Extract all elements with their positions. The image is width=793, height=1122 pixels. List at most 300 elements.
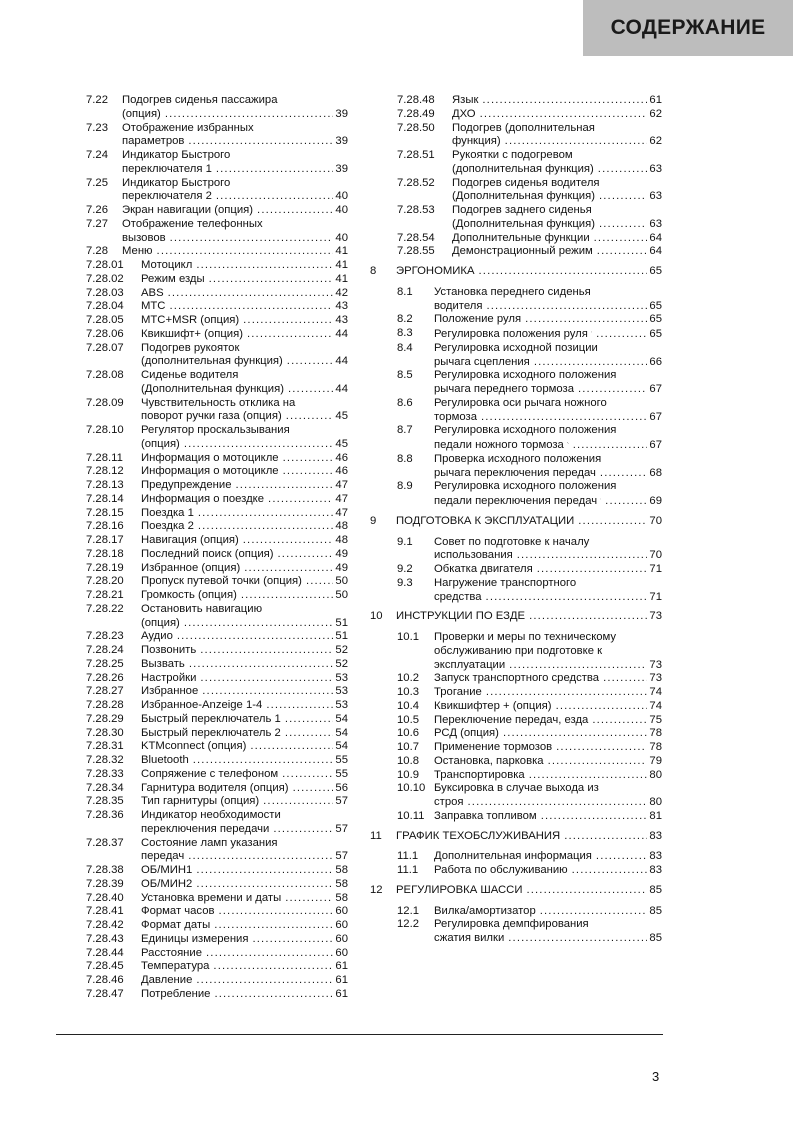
toc-entry-page: 71 xyxy=(649,563,662,575)
toc-entry-number: 7.28.51 xyxy=(397,149,435,161)
toc-entry-page: 45 xyxy=(335,437,348,450)
toc-entry[interactable] xyxy=(370,864,662,878)
toc-entry-title-line: Подогрев заднего сиденья xyxy=(452,204,592,216)
toc-entry[interactable] xyxy=(86,94,348,122)
toc-entry[interactable] xyxy=(86,878,348,892)
toc-entry[interactable] xyxy=(370,810,662,824)
toc-entry-title-line: рычага переднего тормоза xyxy=(434,383,574,395)
toc-entry[interactable] xyxy=(370,424,662,453)
toc-entry[interactable] xyxy=(86,782,348,796)
dot-leader xyxy=(283,452,334,466)
toc-entry-title-line: тормоза xyxy=(434,410,477,423)
toc-entry-title-line: Вызвать xyxy=(141,657,185,670)
toc-entry-title-line: Транспортировка xyxy=(434,768,525,781)
toc-entry-page: 45 xyxy=(335,410,348,423)
toc-chapter-entry[interactable] xyxy=(370,830,662,844)
toc-entry[interactable] xyxy=(370,108,662,122)
toc-entry[interactable] xyxy=(86,727,348,741)
toc-entry-title-line: Единицы измерения xyxy=(141,932,249,945)
toc-entry-page: 78 xyxy=(649,727,662,740)
toc-entry-title-line: строя xyxy=(434,796,464,808)
toc-entry[interactable] xyxy=(370,577,662,605)
toc-entry-page: 57 xyxy=(335,795,348,808)
dot-leader xyxy=(598,163,648,177)
toc-entry-title-line: Чувствительность отклика на xyxy=(141,396,296,409)
toc-entry-number: 7.28.26 xyxy=(86,671,124,684)
toc-entry[interactable] xyxy=(370,313,662,327)
dot-leader xyxy=(596,850,648,864)
toc-entry-title-line: MTC xyxy=(141,300,166,313)
dot-leader xyxy=(214,988,333,1002)
toc-entry-number: 7.28.21 xyxy=(86,589,124,601)
toc-entry[interactable] xyxy=(370,453,662,481)
toc-entry-title-line: Потребление xyxy=(141,987,211,1000)
toc-entry-title-line: Формат часов xyxy=(141,905,215,918)
toc-entry-number: 7.28.53 xyxy=(397,204,435,216)
toc-entry-title-line: эксплуатации xyxy=(434,658,506,671)
toc-entry-title-line: Дополнительная информация xyxy=(434,850,592,863)
toc-entry-title-line: Подогрев сиденья водителя xyxy=(452,176,600,189)
toc-entry-page: 81 xyxy=(649,809,662,822)
dot-leader xyxy=(216,190,334,204)
toc-entry-page: 74 xyxy=(649,699,662,712)
toc-entry-title-line: Переключение передач, езда xyxy=(434,713,589,726)
toc-entry-title-line: педали переключения передач xyxy=(434,495,598,507)
toc-entry-title-line: (дополнительная функция) xyxy=(141,355,283,368)
toc-entry-number: 12.1 xyxy=(397,904,419,917)
toc-entry[interactable] xyxy=(86,452,348,466)
toc-entry[interactable] xyxy=(370,245,662,259)
toc-entry[interactable] xyxy=(370,286,662,314)
toc-entry[interactable] xyxy=(86,974,348,988)
toc-entry-page: 40 xyxy=(335,190,348,203)
dot-leader xyxy=(247,328,333,342)
toc-entry-title-line: обслуживанию при подготовке к xyxy=(434,644,603,657)
toc-entry-page: 85 xyxy=(649,883,662,896)
dot-leader xyxy=(250,740,333,754)
toc-entry-number: 7.28.29 xyxy=(86,712,124,725)
toc-entry-title-line: Формат даты xyxy=(141,919,211,931)
toc-entry-number: 8.3 xyxy=(397,327,413,339)
dot-leader xyxy=(573,439,648,453)
toc-entry[interactable] xyxy=(86,589,348,603)
toc-entry-title-line: Сиденье водителя xyxy=(141,369,239,381)
toc-entry[interactable] xyxy=(86,259,348,273)
toc-entry[interactable] xyxy=(370,563,662,577)
toc-entry[interactable] xyxy=(370,480,662,509)
toc-entry-number: 10.10 xyxy=(397,782,426,795)
toc-entry-number: 7.28.07 xyxy=(86,341,124,354)
toc-entry-title-line: Применение тормозов xyxy=(434,741,553,753)
toc-entry-number: 10.2 xyxy=(397,672,419,685)
toc-entry-page: 67 xyxy=(649,383,662,395)
toc-entry[interactable] xyxy=(86,795,348,809)
toc-entry[interactable] xyxy=(86,328,348,342)
toc-entry[interactable] xyxy=(86,397,348,425)
toc-entry[interactable] xyxy=(370,631,662,672)
toc-entry[interactable] xyxy=(86,149,348,177)
toc-entry-page: 46 xyxy=(335,465,348,478)
toc-entry-page: 49 xyxy=(335,561,348,574)
toc-entry-page: 65 xyxy=(649,265,662,277)
toc-entry[interactable] xyxy=(86,919,348,933)
dot-leader xyxy=(285,892,333,906)
toc-entry[interactable] xyxy=(86,562,348,576)
toc-entry[interactable] xyxy=(86,892,348,906)
toc-entry[interactable] xyxy=(86,273,348,287)
toc-entry-number: 7.28.52 xyxy=(397,176,435,189)
toc-entry[interactable] xyxy=(86,465,348,479)
toc-entry-title-line: Регулировка исходного положения xyxy=(434,480,617,493)
toc-entry-page: 70 xyxy=(649,549,662,562)
toc-entry-number: 7.28.38 xyxy=(86,864,124,876)
toc-entry-page: 52 xyxy=(335,657,348,670)
toc-entry[interactable] xyxy=(86,658,348,672)
toc-entry[interactable] xyxy=(86,630,348,644)
toc-entry-title-line: Квикшифтер + (опция) xyxy=(434,699,552,712)
toc-entry[interactable] xyxy=(86,947,348,961)
dot-leader xyxy=(196,864,333,878)
toc-entry[interactable] xyxy=(86,740,348,754)
dot-leader xyxy=(525,313,647,327)
dot-leader xyxy=(529,610,647,624)
toc-entry-title-line: педали ножного тормоза xyxy=(434,439,564,451)
toc-entry[interactable] xyxy=(370,369,662,397)
toc-entry-number: 7.22 xyxy=(86,94,108,106)
toc-entry-title-line: Подогрев (дополнительная xyxy=(452,121,595,134)
toc-entry-number: 7.28.14 xyxy=(86,492,124,505)
dot-leader xyxy=(213,960,333,974)
toc-entry-title-line: Последний поиск (опция) xyxy=(141,547,274,560)
toc-entry[interactable] xyxy=(86,287,348,301)
toc-entry-page: 64 xyxy=(649,245,662,258)
dot-leader xyxy=(188,850,333,864)
toc-entry-title-line: Установка времени и даты xyxy=(141,891,282,904)
toc-entry-title-line: переключателя 2 xyxy=(122,190,212,203)
footer-divider xyxy=(56,1034,663,1035)
toc-entry[interactable] xyxy=(86,177,348,205)
toc-entry[interactable] xyxy=(370,727,662,741)
toc-entry-title-line: Пропуск путевой точки (опция) xyxy=(141,575,302,588)
toc-entry-title-line: MTC+MSR (опция) xyxy=(141,314,240,326)
toc-entry-title-line: (опция) xyxy=(141,437,180,450)
toc-entry-title-line: рычага переключения передач xyxy=(434,466,596,479)
dot-leader xyxy=(169,300,333,314)
toc-entry-number: 12.2 xyxy=(397,918,419,931)
dot-leader xyxy=(482,94,647,108)
toc-entry-number: 7.28.16 xyxy=(86,520,124,533)
toc-entry-title-line: KTMconnect (опция) xyxy=(141,740,247,753)
toc-chapter-entry[interactable] xyxy=(370,515,662,529)
toc-chapter-entry[interactable] xyxy=(370,265,662,279)
toc-entry[interactable] xyxy=(370,232,662,246)
toc-entry-title-line: Проверки и меры по техническому xyxy=(434,631,617,643)
toc-entry-number: 7.28.40 xyxy=(86,891,124,904)
toc-entry-title-line: Bluetooth xyxy=(141,754,189,766)
toc-entry-number: 7.28.22 xyxy=(86,602,124,615)
toc-entry-page: 40 xyxy=(335,204,348,216)
toc-entry-title-line: Режим езды xyxy=(141,272,205,285)
dot-leader xyxy=(189,658,334,672)
toc-entry-page: 57 xyxy=(335,822,348,835)
toc-entry-title-line: (опция) xyxy=(141,616,180,629)
toc-entry-title-line: (Дополнительная функция) xyxy=(452,190,595,203)
toc-entry[interactable] xyxy=(370,714,662,728)
toc-entry-page: 40 xyxy=(335,231,348,244)
dot-leader xyxy=(529,769,648,783)
section-header xyxy=(583,0,793,56)
toc-entry-title-line: Регулятор проскальзывания xyxy=(141,424,290,436)
toc-entry[interactable] xyxy=(86,685,348,699)
toc-entry-number: 7.28.46 xyxy=(86,974,124,986)
toc-entry[interactable] xyxy=(86,768,348,782)
toc-entry-page: 48 xyxy=(335,520,348,533)
dot-leader xyxy=(193,754,334,768)
toc-entry-title-line: Буксировка в случае выхода из xyxy=(434,782,599,795)
toc-entry[interactable] xyxy=(370,700,662,714)
toc-entry[interactable] xyxy=(86,548,348,562)
toc-entry-title-line: ПОДГОТОВКА К ЭКСПЛУАТАЦИИ xyxy=(396,514,575,527)
toc-entry-number: 10.7 xyxy=(397,741,419,753)
toc-entry[interactable] xyxy=(86,864,348,878)
dot-leader xyxy=(268,493,333,507)
toc-entry-number: 7.28.19 xyxy=(86,561,124,574)
toc-entry-title-line: Тип гарнитуры (опция) xyxy=(141,795,260,808)
toc-entry[interactable] xyxy=(370,342,662,370)
toc-entry-page: 67 xyxy=(649,439,662,451)
toc-entry[interactable] xyxy=(86,520,348,534)
toc-entry-number: 7.28.54 xyxy=(397,231,435,244)
toc-entry[interactable] xyxy=(370,94,662,108)
toc-entry[interactable] xyxy=(86,424,348,452)
toc-entry-number: 7.28.34 xyxy=(86,781,124,794)
toc-entry-number: 8.9 xyxy=(397,480,413,493)
toc-entry[interactable] xyxy=(86,699,348,713)
toc-entry-page: 85 xyxy=(649,932,662,944)
toc-entry-title-line: РСД (опция) xyxy=(434,727,499,740)
toc-entry-title-line: вызовов xyxy=(122,231,166,244)
toc-entry[interactable] xyxy=(370,905,662,919)
page-number: 3 xyxy=(652,1069,660,1084)
toc-entry[interactable] xyxy=(86,575,348,589)
toc-entry-title-line: Подогрев рукояток xyxy=(141,341,240,354)
toc-entry[interactable] xyxy=(370,918,662,946)
dot-leader xyxy=(273,823,333,837)
toc-entry-title-line: РЕГУЛИРОВКА ШАССИ xyxy=(396,883,523,896)
dot-leader xyxy=(599,190,647,204)
dot-leader xyxy=(503,727,647,741)
toc-chapter-entry[interactable] xyxy=(370,884,662,898)
toc-entry[interactable] xyxy=(370,536,662,564)
toc-entry-title-line: Индикатор необходимости xyxy=(141,809,281,821)
toc-entry-page: 55 xyxy=(335,767,348,780)
toc-entry-title-line: ОБ/МИН2 xyxy=(141,877,193,890)
toc-entry[interactable] xyxy=(86,342,348,370)
toc-entry-page: 63 xyxy=(649,217,662,230)
toc-entry-title-line: (опция) xyxy=(122,107,161,120)
toc-entry-number: 7.28.41 xyxy=(86,905,124,918)
toc-entry-title-line: ИНСТРУКЦИИ ПО ЕЗДЕ xyxy=(396,610,526,623)
toc-entry-number: 8.8 xyxy=(397,452,413,465)
toc-entry-number: 7.26 xyxy=(86,204,108,216)
toc-entry[interactable] xyxy=(86,218,348,246)
toc-entry-page: 46 xyxy=(335,451,348,464)
toc-entry-number: 8 xyxy=(370,265,377,277)
toc-entry-title-line: Индикатор Быстрого xyxy=(122,176,231,189)
dot-leader xyxy=(578,383,647,397)
toc-entry-title-line: ДХО xyxy=(452,107,476,120)
toc-entry-title-line: Расстояние xyxy=(141,946,203,959)
toc-entry-number: 7.28.01 xyxy=(86,259,124,271)
toc-entry-page: 65 xyxy=(649,328,662,340)
section-header-title: СОДЕРЖАНИЕ xyxy=(610,16,766,39)
toc-entry[interactable] xyxy=(86,672,348,686)
dot-leader xyxy=(184,617,334,631)
toc-entry[interactable] xyxy=(86,905,348,919)
toc-entry-title-line: Индикатор Быстрого xyxy=(122,149,231,161)
toc-entry-title-line: переключения передачи xyxy=(141,822,270,835)
toc-entry[interactable] xyxy=(86,314,348,328)
toc-entry-page: 53 xyxy=(335,699,348,711)
toc-entry-page: 44 xyxy=(335,327,348,340)
toc-entry-page: 62 xyxy=(649,135,662,148)
dot-leader xyxy=(578,515,647,529)
toc-entry-title-line: Рукоятки с подогревом xyxy=(452,149,573,161)
toc-entry-number: 7.28.37 xyxy=(86,836,124,849)
toc-entry-page: 74 xyxy=(649,686,662,698)
toc-entry-number: 7.28.55 xyxy=(397,245,435,258)
dot-leader xyxy=(509,659,647,673)
toc-entry-page: 68 xyxy=(649,466,662,479)
toc-entry[interactable] xyxy=(370,204,662,232)
dot-leader xyxy=(188,135,333,149)
toc-entry[interactable] xyxy=(86,603,348,631)
toc-entry-number: 7.28.47 xyxy=(86,987,124,1000)
toc-entry[interactable] xyxy=(370,327,662,342)
toc-entry[interactable] xyxy=(86,933,348,947)
toc-entry-title-line: Работа по обслуживанию xyxy=(434,864,568,876)
dot-leader xyxy=(184,438,334,452)
toc-entry-page: 64 xyxy=(649,231,662,244)
toc-entry-title-line: Регулировка исходного положения xyxy=(434,424,617,437)
toc-entry-page: 41 xyxy=(335,259,348,271)
toc-entry[interactable] xyxy=(370,686,662,700)
toc-entry-title-line: Меню xyxy=(122,245,153,258)
toc-entry-page: 58 xyxy=(335,877,348,890)
toc-entry-page: 67 xyxy=(649,410,662,423)
dot-leader xyxy=(517,549,648,563)
toc-entry-page: 39 xyxy=(335,162,348,175)
toc-entry[interactable] xyxy=(86,507,348,521)
toc-entry[interactable] xyxy=(86,493,348,507)
toc-entry-title-line: Демонстрационный режим xyxy=(452,245,593,258)
toc-entry-page: 62 xyxy=(649,107,662,120)
toc-entry-title-line: функция) xyxy=(452,135,501,148)
toc-entry[interactable] xyxy=(370,769,662,783)
toc-entry-title-line: Состояние ламп указания xyxy=(141,836,278,849)
toc-entry-title-line: Регулировка исходной позиции xyxy=(434,341,598,354)
toc-entry[interactable] xyxy=(86,809,348,837)
toc-left-column xyxy=(86,94,348,1002)
dot-leader xyxy=(278,548,334,562)
toc-entry-title-line: Позвонить xyxy=(141,644,197,656)
toc-entry-page: 70 xyxy=(649,514,662,527)
toc-entry[interactable] xyxy=(370,149,662,177)
dot-leader xyxy=(196,974,333,988)
toc-entry[interactable] xyxy=(86,754,348,768)
toc-entry-number: 9.1 xyxy=(397,535,413,548)
toc-entry-number: 7.28.08 xyxy=(86,369,124,381)
toc-entry[interactable] xyxy=(370,122,662,150)
toc-entry[interactable] xyxy=(370,177,662,205)
toc-entry-number: 7.28.11 xyxy=(86,451,123,464)
toc-entry-page: 47 xyxy=(335,492,348,505)
toc-entry[interactable] xyxy=(370,397,662,425)
toc-entry[interactable] xyxy=(370,672,662,686)
toc-entry[interactable] xyxy=(86,713,348,727)
toc-entry-page: 63 xyxy=(649,190,662,203)
toc-entry[interactable] xyxy=(86,245,348,259)
toc-entry-page: 58 xyxy=(335,891,348,904)
toc-entry-number: 8.6 xyxy=(397,396,413,409)
toc-entry-page: 61 xyxy=(649,94,662,106)
toc-entry-number: 8.4 xyxy=(397,341,413,354)
toc-entry-page: 53 xyxy=(335,685,348,698)
toc-entry[interactable] xyxy=(86,644,348,658)
toc-entry-number: 7.28.31 xyxy=(86,740,124,753)
dot-leader xyxy=(214,919,333,933)
toc-chapter-entry[interactable] xyxy=(370,610,662,624)
toc-entry[interactable] xyxy=(86,300,348,314)
toc-entry-number: 11.1 xyxy=(397,864,419,876)
toc-entry-page: 47 xyxy=(335,479,348,491)
toc-entry-page: 47 xyxy=(335,506,348,519)
toc-entry[interactable] xyxy=(370,850,662,864)
toc-entry-page: 39 xyxy=(335,107,348,120)
toc-entry-title-line: Информация о поездке xyxy=(141,492,265,505)
dot-leader xyxy=(564,830,647,844)
toc-entry[interactable] xyxy=(86,837,348,865)
dot-leader xyxy=(177,630,334,644)
toc-entry-number: 8.1 xyxy=(397,285,413,298)
toc-entry[interactable] xyxy=(86,960,348,974)
dot-leader xyxy=(537,563,648,577)
toc-entry-page: 60 xyxy=(335,905,348,918)
toc-entry-page: 80 xyxy=(649,796,662,808)
toc-entry-number: 9.2 xyxy=(397,563,413,575)
toc-entry[interactable] xyxy=(370,741,662,755)
toc-entry[interactable] xyxy=(370,755,662,769)
toc-entry-title-line: Язык xyxy=(452,94,479,106)
toc-entry-title-line: Запуск транспортного средства xyxy=(434,672,600,685)
toc-entry-title-line: Экран навигации (опция) xyxy=(122,204,254,216)
toc-entry-page: 51 xyxy=(335,630,348,643)
toc-entry[interactable] xyxy=(86,479,348,493)
toc-entry-title-line: водителя xyxy=(434,299,483,312)
toc-entry-title-line: ABS xyxy=(141,286,164,299)
toc-entry[interactable] xyxy=(86,988,348,1002)
toc-entry-number: 11 xyxy=(370,829,382,842)
toc-entry-page: 42 xyxy=(335,286,348,299)
toc-entry-number: 7.28.42 xyxy=(86,919,124,931)
toc-entry[interactable] xyxy=(86,534,348,548)
toc-entry[interactable] xyxy=(86,122,348,150)
toc-entry[interactable] xyxy=(86,204,348,218)
toc-entry-page: 55 xyxy=(335,754,348,766)
toc-entry-number: 10 xyxy=(370,610,383,623)
toc-entry[interactable] xyxy=(370,782,662,810)
toc-entry[interactable] xyxy=(86,369,348,397)
